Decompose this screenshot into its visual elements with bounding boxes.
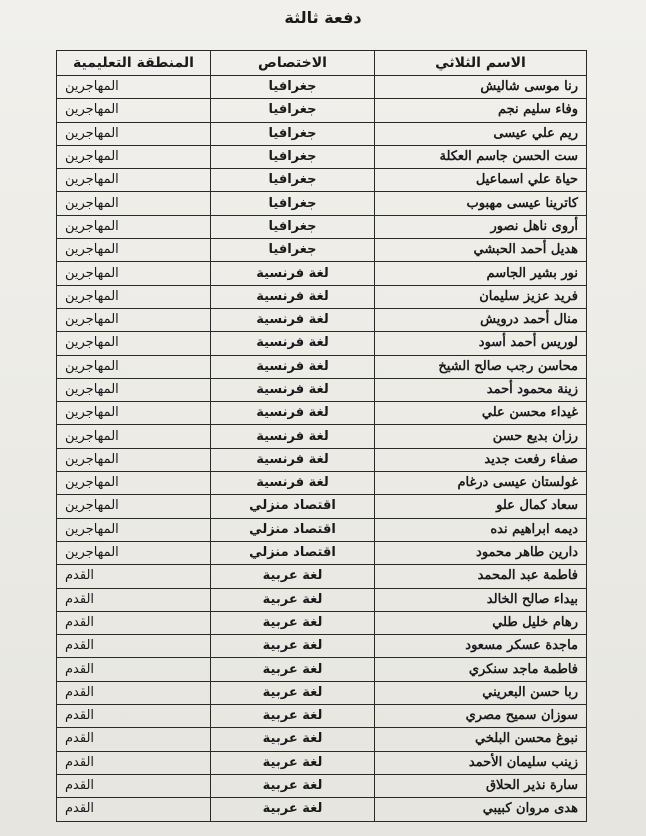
table-row bbox=[57, 681, 587, 704]
specialty-cell: لغة عربية bbox=[211, 658, 375, 681]
region-cell: المهاجرين bbox=[57, 169, 211, 192]
region-cell: المهاجرين bbox=[57, 192, 211, 215]
table-row bbox=[57, 751, 587, 774]
name-cell: هديل أحمد الحبشي bbox=[375, 239, 587, 262]
name-cell: محاسن رجب صالح الشيخ bbox=[375, 355, 587, 378]
region-cell: القدم bbox=[57, 658, 211, 681]
specialty-cell: لغة عربية bbox=[211, 774, 375, 797]
specialty-cell: لغة فرنسية bbox=[211, 425, 375, 448]
name-cell: وفاء سليم نجم bbox=[375, 99, 587, 122]
specialty-cell: لغة فرنسية bbox=[211, 308, 375, 331]
header-row bbox=[57, 51, 587, 76]
specialty-cell: جغرافيا bbox=[211, 76, 375, 99]
specialty-cell: لغة فرنسية bbox=[211, 402, 375, 425]
specialty-cell: لغة فرنسية bbox=[211, 262, 375, 285]
table-row bbox=[57, 611, 587, 634]
name-cell: لوريس أحمد أسود bbox=[375, 332, 587, 355]
name-cell: فريد عزيز سليمان bbox=[375, 285, 587, 308]
table-row bbox=[57, 448, 587, 471]
name-cell: أروى ناهل نصور bbox=[375, 215, 587, 238]
table-row bbox=[57, 518, 587, 541]
header-name: الاسم الثلاثي bbox=[375, 51, 587, 76]
name-cell: رنا موسى شاليش bbox=[375, 76, 587, 99]
table-row bbox=[57, 99, 587, 122]
specialty-cell: لغة فرنسية bbox=[211, 355, 375, 378]
name-cell: رزان بديع حسن bbox=[375, 425, 587, 448]
name-cell: كاترينا عيسى مهبوب bbox=[375, 192, 587, 215]
name-cell: ريم علي عيسى bbox=[375, 122, 587, 145]
table-row bbox=[57, 705, 587, 728]
document-title: دفعة ثالثة bbox=[284, 8, 362, 27]
table-row bbox=[57, 728, 587, 751]
region-cell: المهاجرين bbox=[57, 308, 211, 331]
specialty-cell: لغة عربية bbox=[211, 798, 375, 821]
specialty-cell: لغة عربية bbox=[211, 635, 375, 658]
table-row bbox=[57, 332, 587, 355]
table-row bbox=[57, 239, 587, 262]
specialty-cell: لغة فرنسية bbox=[211, 332, 375, 355]
table-row bbox=[57, 285, 587, 308]
region-cell: القدم bbox=[57, 565, 211, 588]
region-cell: المهاجرين bbox=[57, 239, 211, 262]
region-cell: المهاجرين bbox=[57, 425, 211, 448]
region-cell: المهاجرين bbox=[57, 262, 211, 285]
specialty-cell: لغة عربية bbox=[211, 728, 375, 751]
region-cell: المهاجرين bbox=[57, 472, 211, 495]
specialty-cell: جغرافيا bbox=[211, 169, 375, 192]
region-cell: المهاجرين bbox=[57, 495, 211, 518]
name-cell: سوزان سميح مصري bbox=[375, 705, 587, 728]
specialty-cell: جغرافيا bbox=[211, 122, 375, 145]
name-cell: هدى مروان كبيبي bbox=[375, 798, 587, 821]
region-cell: المهاجرين bbox=[57, 541, 211, 564]
table-row bbox=[57, 145, 587, 168]
name-cell: زينب سليمان الأحمد bbox=[375, 751, 587, 774]
specialty-cell: جغرافيا bbox=[211, 99, 375, 122]
table-row bbox=[57, 402, 587, 425]
specialty-cell: لغة عربية bbox=[211, 565, 375, 588]
region-cell: المهاجرين bbox=[57, 145, 211, 168]
table-row bbox=[57, 472, 587, 495]
region-cell: المهاجرين bbox=[57, 122, 211, 145]
region-cell: المهاجرين bbox=[57, 99, 211, 122]
name-cell: غولستان عيسى درغام bbox=[375, 472, 587, 495]
name-cell: رهام خليل طلي bbox=[375, 611, 587, 634]
table-row bbox=[57, 425, 587, 448]
region-cell: القدم bbox=[57, 611, 211, 634]
table-row bbox=[57, 541, 587, 564]
name-cell: ست الحسن جاسم العكلة bbox=[375, 145, 587, 168]
name-cell: ربا حسن البعريني bbox=[375, 681, 587, 704]
table-row bbox=[57, 192, 587, 215]
region-cell: القدم bbox=[57, 774, 211, 797]
name-cell: زينة محمود أحمد bbox=[375, 378, 587, 401]
region-cell: المهاجرين bbox=[57, 332, 211, 355]
table-row bbox=[57, 495, 587, 518]
specialty-cell: لغة فرنسية bbox=[211, 378, 375, 401]
region-cell: القدم bbox=[57, 588, 211, 611]
specialty-cell: لغة عربية bbox=[211, 588, 375, 611]
specialty-cell: جغرافيا bbox=[211, 145, 375, 168]
name-cell: فاطمة ماجد سنكري bbox=[375, 658, 587, 681]
region-cell: القدم bbox=[57, 751, 211, 774]
region-cell: المهاجرين bbox=[57, 518, 211, 541]
table-row bbox=[57, 169, 587, 192]
specialty-cell: جغرافيا bbox=[211, 192, 375, 215]
name-cell: نبوغ محسن البلخي bbox=[375, 728, 587, 751]
specialty-cell: لغة فرنسية bbox=[211, 448, 375, 471]
table-row bbox=[57, 122, 587, 145]
specialty-cell: اقتصاد منزلي bbox=[211, 518, 375, 541]
table-header bbox=[57, 51, 587, 76]
region-cell: القدم bbox=[57, 728, 211, 751]
region-cell: المهاجرين bbox=[57, 285, 211, 308]
specialty-cell: اقتصاد منزلي bbox=[211, 541, 375, 564]
region-cell: المهاجرين bbox=[57, 76, 211, 99]
region-cell: المهاجرين bbox=[57, 378, 211, 401]
specialty-cell: جغرافيا bbox=[211, 215, 375, 238]
name-cell: ديمه ابراهيم نده bbox=[375, 518, 587, 541]
region-cell: القدم bbox=[57, 798, 211, 821]
region-cell: القدم bbox=[57, 635, 211, 658]
region-cell: المهاجرين bbox=[57, 355, 211, 378]
table-row bbox=[57, 588, 587, 611]
table-row bbox=[57, 565, 587, 588]
table-row bbox=[57, 308, 587, 331]
header-specialty: الاختصاص bbox=[211, 51, 375, 76]
table-row bbox=[57, 635, 587, 658]
name-cell: سارة نذير الحلاق bbox=[375, 774, 587, 797]
table-row bbox=[57, 262, 587, 285]
name-cell: منال أحمد درويش bbox=[375, 308, 587, 331]
name-cell: حياة علي اسماعيل bbox=[375, 169, 587, 192]
specialty-cell: لغة عربية bbox=[211, 611, 375, 634]
table-body bbox=[57, 76, 587, 822]
name-cell: دارين طاهر محمود bbox=[375, 541, 587, 564]
table-row bbox=[57, 658, 587, 681]
table-row bbox=[57, 355, 587, 378]
specialty-cell: لغة فرنسية bbox=[211, 285, 375, 308]
table-row bbox=[57, 798, 587, 821]
roster-table bbox=[56, 50, 587, 822]
name-cell: غيداء محسن علي bbox=[375, 402, 587, 425]
name-cell: نور بشير الجاسم bbox=[375, 262, 587, 285]
specialty-cell: لغة عربية bbox=[211, 705, 375, 728]
specialty-cell: اقتصاد منزلي bbox=[211, 495, 375, 518]
table-row bbox=[57, 378, 587, 401]
table-row bbox=[57, 774, 587, 797]
specialty-cell: لغة عربية bbox=[211, 681, 375, 704]
specialty-cell: لغة عربية bbox=[211, 751, 375, 774]
header-region: المنطقة التعليمية bbox=[57, 51, 211, 76]
table-row bbox=[57, 76, 587, 99]
region-cell: القدم bbox=[57, 681, 211, 704]
region-cell: المهاجرين bbox=[57, 402, 211, 425]
name-cell: سعاد كمال علو bbox=[375, 495, 587, 518]
region-cell: المهاجرين bbox=[57, 215, 211, 238]
name-cell: صفاء رفعت جديد bbox=[375, 448, 587, 471]
specialty-cell: لغة فرنسية bbox=[211, 472, 375, 495]
name-cell: فاطمة عبد المحمد bbox=[375, 565, 587, 588]
region-cell: المهاجرين bbox=[57, 448, 211, 471]
name-cell: ماجدة عسكر مسعود bbox=[375, 635, 587, 658]
name-cell: بيداء صالح الخالد bbox=[375, 588, 587, 611]
region-cell: القدم bbox=[57, 705, 211, 728]
table-row bbox=[57, 215, 587, 238]
specialty-cell: جغرافيا bbox=[211, 239, 375, 262]
